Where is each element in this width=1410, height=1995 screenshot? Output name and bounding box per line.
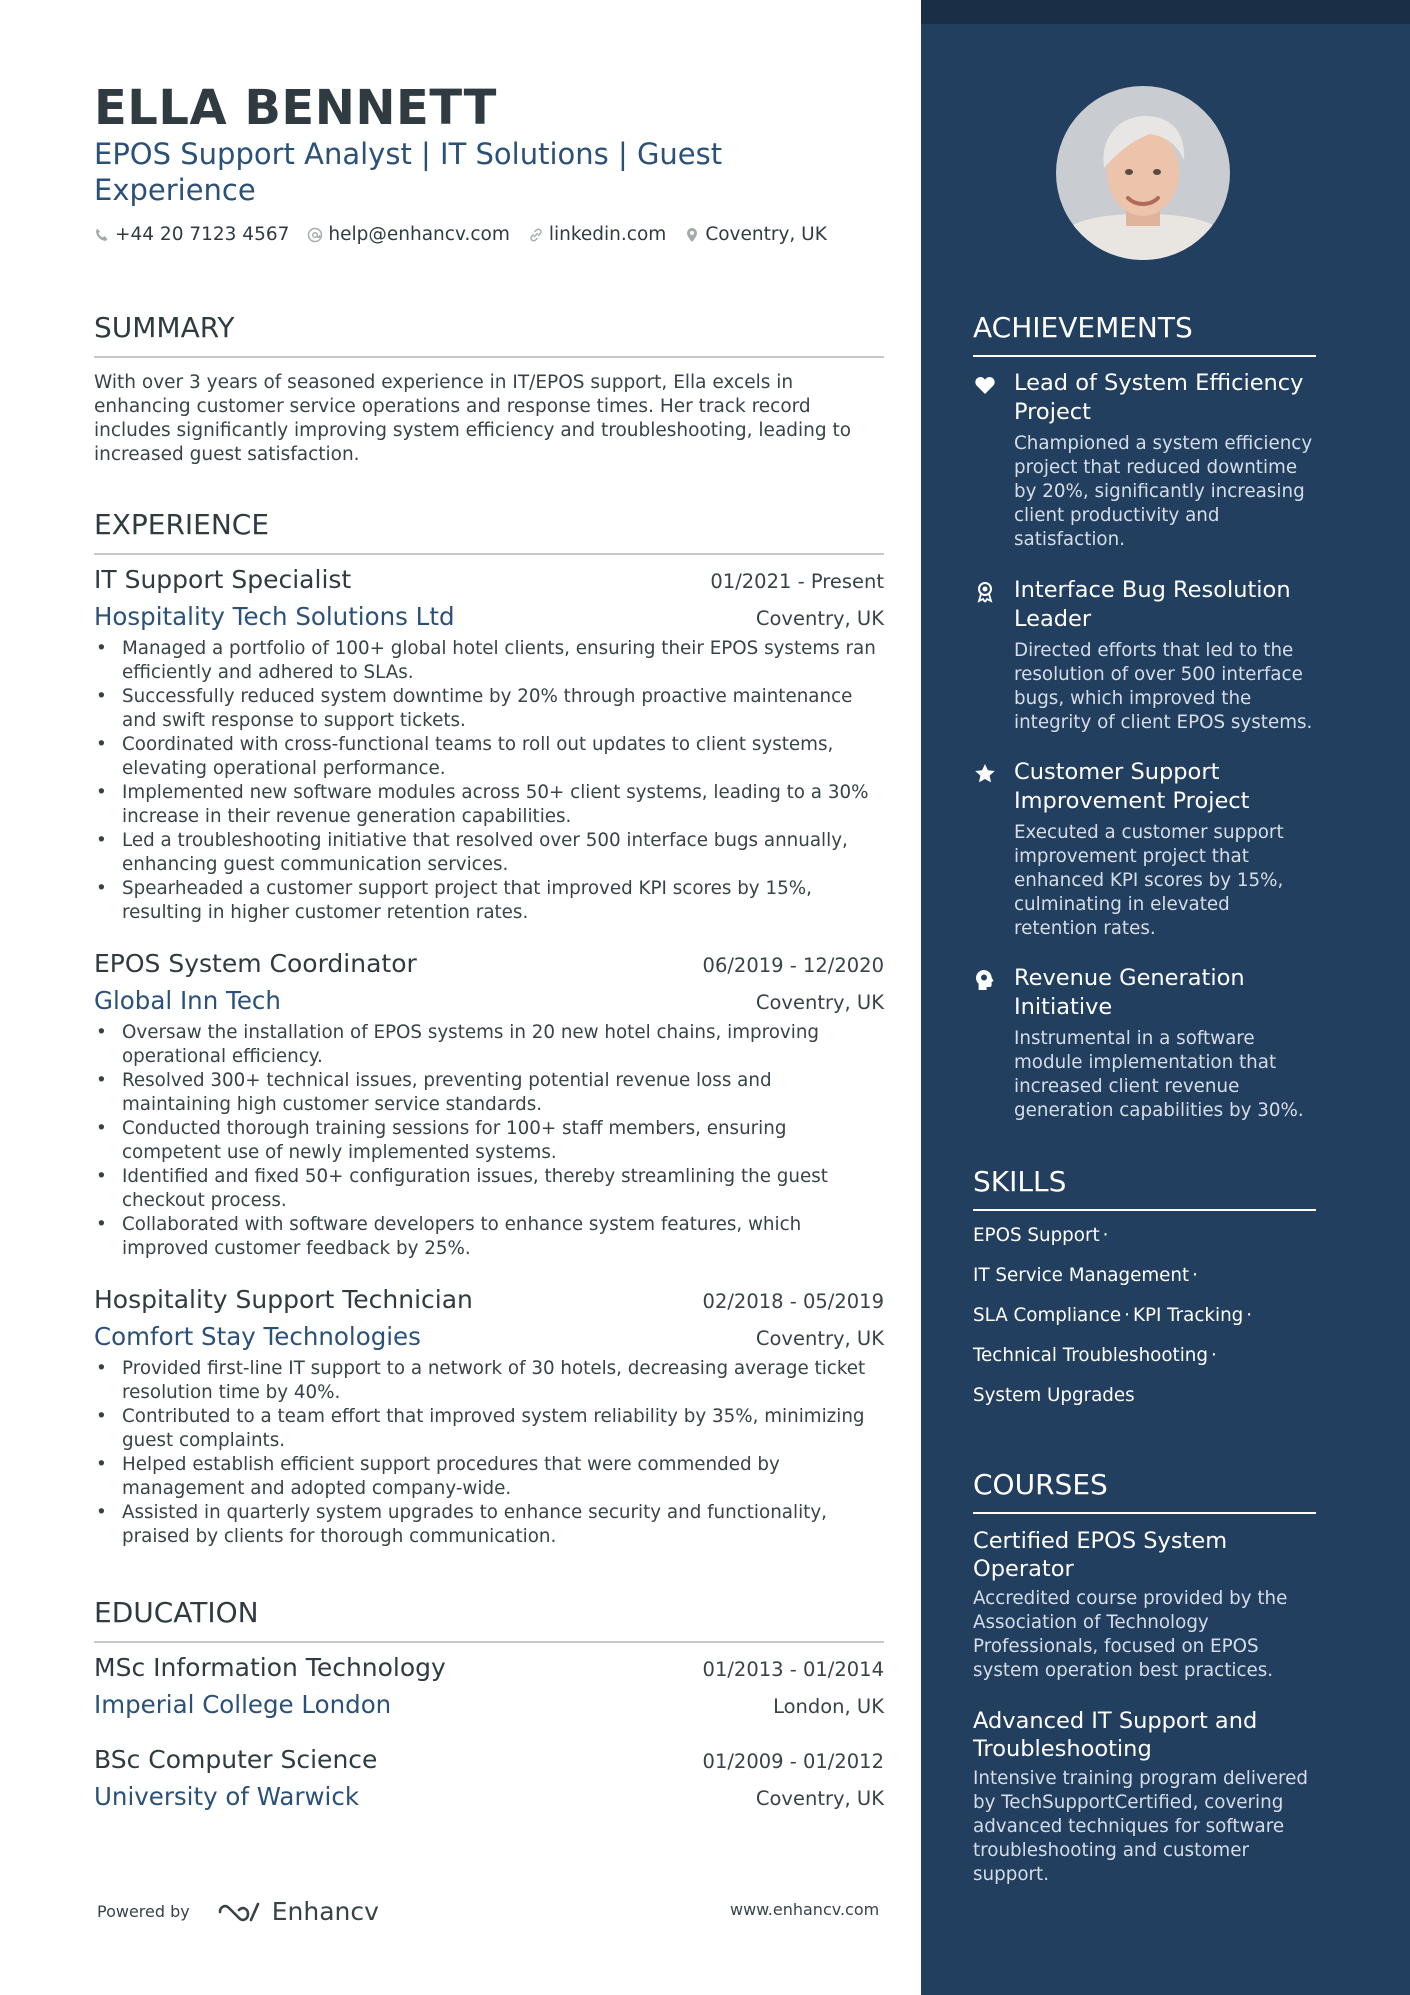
portrait-image	[1056, 86, 1230, 260]
skill-tag: EPOS Support	[973, 1225, 1100, 1246]
achievement-item	[973, 964, 1316, 1123]
job-dates: 06/2019 - 12/2020	[702, 954, 884, 977]
powered-by	[97, 1897, 379, 1926]
list-item: • Led a troubleshooting initiative that resolved over 500 interface bugs annually, enhancing guest communication services.	[94, 829, 884, 877]
edu-school: Imperial College London	[94, 1690, 392, 1719]
contact-linkedin[interactable]	[528, 224, 666, 245]
job-entry	[94, 949, 884, 1261]
candidate-title: EPOS Support Analyst | IT Solutions | Guest Experience	[94, 137, 723, 207]
achievement-item	[973, 576, 1316, 735]
list-item: • Managed a portfolio of 100+ global hotel clients, ensuring their EPOS systems ran efficiently and adhered to SLAs.	[94, 637, 884, 685]
candidate-name: ELLA BENNETT	[94, 80, 497, 136]
achievement-title: Lead of System Efficiency Project	[1014, 370, 1304, 425]
achievement-item	[973, 369, 1316, 552]
course-title: Advanced IT Support and Troubleshooting	[973, 1708, 1258, 1762]
at-icon	[307, 227, 323, 243]
job-role: EPOS System Coordinator	[94, 949, 417, 978]
edu-dates: 01/2009 - 01/2012	[702, 1750, 884, 1773]
contact-linkedin-text: linkedin.com	[548, 224, 667, 245]
job-company: Comfort Stay Technologies	[94, 1322, 421, 1351]
achievement-title: Customer Support Improvement Project	[1014, 759, 1250, 814]
list-item: • Coordinated with cross-functional teams to roll out updates to client systems, elevating operational performance.	[94, 733, 884, 781]
location-pin-icon	[684, 227, 700, 243]
education-entry	[94, 1653, 884, 1719]
job-dates: 02/2018 - 05/2019	[702, 1290, 884, 1313]
education-entry	[94, 1745, 884, 1811]
skill-tag: IT Service Management	[973, 1265, 1190, 1286]
edu-location: Coventry, UK	[755, 1787, 884, 1810]
job-location: Coventry, UK	[755, 991, 884, 1014]
contact-location	[684, 224, 827, 245]
achievement-desc: Executed a customer support improvement project that enhanced KPI scores by 15%, culminating in elevated retention rates.	[1014, 822, 1284, 939]
award-icon	[973, 580, 997, 604]
course-desc: Accredited course provided by the Association of Technology Professionals, focused on EPOS system operation best practices.	[973, 1588, 1288, 1681]
profile-photo	[1056, 86, 1230, 260]
job-role: Hospitality Support Technician	[94, 1285, 473, 1314]
head-idea-icon	[973, 968, 997, 992]
list-item: • Collaborated with software developers to enhance system features, which improved customer feedback by 25%.	[94, 1213, 884, 1261]
edu-location: London, UK	[773, 1695, 884, 1718]
job-role: IT Support Specialist	[94, 565, 352, 594]
achievements-heading: ACHIEVEMENTS	[973, 311, 1316, 357]
job-company: Global Inn Tech	[94, 986, 281, 1015]
powered-by-label: Powered by	[97, 1902, 190, 1921]
achievement-desc: Championed a system efficiency project that reduced downtime by 20%, significantly increasing client productivity and satisfaction.	[1014, 433, 1313, 550]
list-item: • Assisted in quarterly system upgrades to enhance security and functionality, praised by clients for thorough communication.	[94, 1501, 884, 1549]
course-desc: Intensive training program delivered by TechSupportCertified, covering advanced techniques for software troubleshooting and customer support.	[973, 1768, 1308, 1885]
job-bullets	[94, 1021, 884, 1261]
job-company: Hospitality Tech Solutions Ltd	[94, 602, 455, 631]
star-icon	[973, 762, 997, 786]
job-bullets	[94, 637, 884, 925]
education-heading: EDUCATION	[94, 1596, 884, 1643]
contact-phone[interactable]	[94, 224, 289, 245]
achievement-item	[973, 758, 1316, 941]
link-icon	[528, 227, 544, 243]
skills-list: EPOS Support · IT Service Management · SLA Compliance · KPI Tracking · Technical Troubleshooting · System Upgrades	[973, 1225, 1253, 1406]
course-item	[973, 1527, 1316, 1683]
course-item	[973, 1707, 1316, 1887]
achievement-title: Revenue Generation Initiative	[1014, 965, 1245, 1020]
contact-phone-text: +44 20 7123 4567	[115, 224, 290, 245]
job-location: Coventry, UK	[755, 1327, 884, 1350]
skill-tag: System Upgrades	[973, 1385, 1135, 1406]
job-entry	[94, 565, 884, 925]
footer-website-link[interactable]: www.enhancv.com	[730, 1900, 880, 1919]
achievement-title: Interface Bug Resolution Leader	[1014, 577, 1291, 632]
job-location: Coventry, UK	[755, 607, 884, 630]
list-item: • Spearheaded a customer support project that improved KPI scores by 15%, resulting in higher customer retention rates.	[94, 877, 884, 925]
contact-location-text: Coventry, UK	[705, 224, 827, 245]
contact-email-text: help@enhancv.com	[328, 224, 510, 245]
skill-tag: KPI Tracking	[1132, 1305, 1244, 1326]
list-item: • Implemented new software modules across 50+ client systems, leading to a 30% increase in their revenue generation capabilities.	[94, 781, 884, 829]
enhancv-brand: Enhancv	[271, 1897, 379, 1926]
heart-icon	[973, 373, 997, 397]
job-dates: 01/2021 - Present	[710, 570, 884, 593]
list-item: • Resolved 300+ technical issues, preventing potential revenue loss and maintaining high customer service standards.	[94, 1069, 884, 1117]
job-bullets	[94, 1357, 884, 1549]
sidebar-top-bar	[921, 0, 1410, 24]
summary-heading: SUMMARY	[94, 311, 884, 358]
summary-text: With over 3 years of seasoned experience in IT/EPOS support, Ella excels in enhancing customer service operations and response times. Her track record includes significantly improving system efficiency and troubleshooting, leading to increased guest satisfaction.	[94, 372, 852, 465]
job-entry	[94, 1285, 884, 1549]
edu-degree: MSc Information Technology	[94, 1653, 446, 1682]
contact-email[interactable]	[307, 224, 509, 245]
list-item: • Oversaw the installation of EPOS systems in 20 new hotel chains, improving operational efficiency.	[94, 1021, 884, 1069]
skill-tag: Technical Troubleshooting	[973, 1345, 1208, 1366]
achievement-desc: Instrumental in a software module implementation that increased client revenue generation capabilities by 30%.	[1014, 1028, 1304, 1121]
skill-tag: SLA Compliance	[973, 1305, 1122, 1326]
list-item: • Contributed to a team effort that improved system reliability by 35%, minimizing guest complaints.	[94, 1405, 884, 1453]
phone-icon	[94, 227, 110, 243]
list-item: • Successfully reduced system downtime by 20% through proactive maintenance and swift response to support tickets.	[94, 685, 884, 733]
experience-heading: EXPERIENCE	[94, 508, 884, 555]
contact-bar	[94, 224, 827, 245]
edu-school: University of Warwick	[94, 1782, 360, 1811]
enhancv-logo-icon	[216, 1900, 262, 1924]
edu-degree: BSc Computer Science	[94, 1745, 378, 1774]
list-item: • Conducted thorough training sessions for 100+ staff members, ensuring competent use of newly implemented systems.	[94, 1117, 884, 1165]
achievement-desc: Directed efforts that led to the resolution of over 500 interface bugs, which improved the integrity of client EPOS systems.	[1014, 640, 1313, 733]
skills-heading: SKILLS	[973, 1165, 1316, 1211]
edu-dates: 01/2013 - 01/2014	[702, 1658, 884, 1681]
list-item: • Provided first-line IT support to a network of 30 hotels, decreasing average ticket resolution time by 40%.	[94, 1357, 884, 1405]
list-item: • Helped establish efficient support procedures that were commended by management and adopted company-wide.	[94, 1453, 884, 1501]
enhancv-logo[interactable]	[216, 1897, 379, 1926]
courses-heading: COURSES	[973, 1468, 1316, 1514]
course-title: Certified EPOS System Operator	[973, 1528, 1228, 1582]
list-item: • Identified and fixed 50+ configuration issues, thereby streamlining the guest checkout process.	[94, 1165, 884, 1213]
